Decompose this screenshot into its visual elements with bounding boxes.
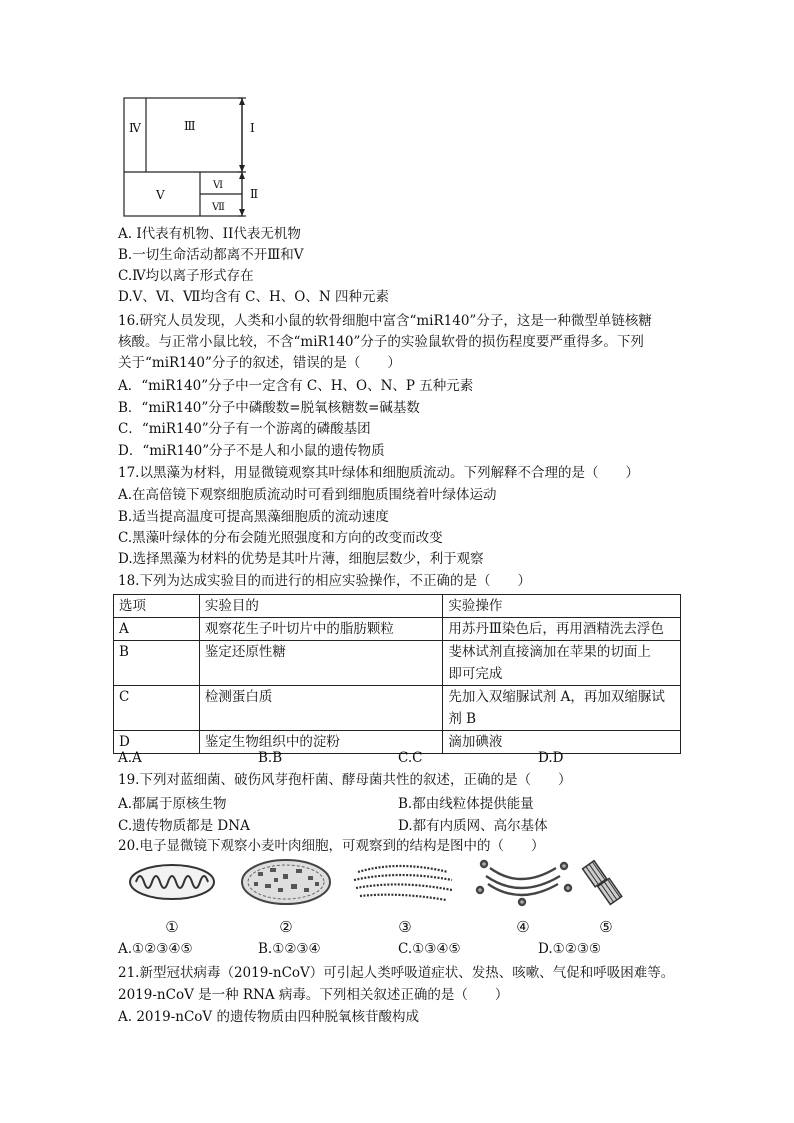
row-purpose: 检测蛋白质	[199, 686, 443, 731]
table-row	[114, 641, 681, 686]
q21-stem-1: 21.新型冠状病毒（2019-nCoV）可引起人类呼吸道症状、发热、咳嗽、气促和呼吸困难等。	[118, 965, 675, 981]
q20-option-a: A.①②③④⑤	[118, 941, 193, 957]
header-operation: 实验操作	[443, 595, 681, 618]
table-row	[114, 686, 681, 731]
q16-option-d: D．“miR140”分子不是人和小鼠的遗传物质	[118, 443, 385, 459]
row-operation-line1: 先加入双缩脲试剂 A，再加双缩脲试	[448, 689, 665, 705]
q17-option-a: A.在高倍镜下观察细胞质流动时可看到细胞质围绕着叶绿体运动	[118, 487, 497, 503]
q17-option-c: C.黑藻叶绿体的分布会随光照强度和方向的改变而改变	[118, 530, 443, 546]
q15-option-d: D.Ⅴ、Ⅵ、Ⅶ均含有 C、H、O、N 四种元素	[118, 289, 389, 305]
composition-diagram	[118, 96, 278, 218]
centriole-icon	[583, 861, 622, 905]
q15-option-b: B.一切生命活动都离不开Ⅲ和Ⅴ	[118, 247, 304, 263]
figure-label-1: ①	[165, 918, 179, 936]
q18-answer-a: A.A	[118, 750, 142, 766]
header-purpose: 实验目的	[199, 595, 443, 618]
q16-option-b: B．“miR140”分子中磷酸数=脱氧核糖数=碱基数	[118, 400, 420, 416]
row-purpose: 鉴定还原性糖	[199, 641, 443, 686]
row-operation	[443, 641, 681, 686]
row-operation-line2: 剂 B	[448, 711, 477, 727]
label-ii: Ⅱ	[250, 187, 259, 201]
organelle-figure	[118, 856, 638, 938]
q17-option-d: D.选择黑藻为材料的优势是其叶片薄，细胞层数少，利于观察	[118, 551, 484, 567]
row-option: A	[114, 618, 200, 641]
figure-label-3: ③	[398, 918, 412, 936]
q18-answer-c: C.C	[398, 750, 423, 766]
nucleus-icon	[242, 860, 330, 904]
q20-option-c: C.①③④⑤	[398, 941, 461, 957]
q18-answer-d: D.D	[538, 750, 564, 766]
figure-label-2: ②	[279, 918, 293, 936]
q19-option-a: A.都属于原核生物	[118, 796, 227, 812]
q20-stem: 20.电子显微镜下观察小麦叶肉细胞，可观察到的结构是图中的（ ）	[118, 838, 545, 854]
label-i: Ⅰ	[250, 121, 255, 135]
label-v: Ⅴ	[156, 188, 165, 202]
q21-option-a: A. 2019-nCoV 的遗传物质由四种脱氧核苷酸构成	[118, 1009, 419, 1025]
q16-option-a: A．“miR140”分子中一定含有 C、H、O、N、P 五种元素	[118, 378, 474, 394]
label-vii: Ⅶ	[212, 202, 225, 213]
q19-option-b: B.都由线粒体提供能量	[398, 796, 534, 812]
golgi-apparatus-icon	[477, 861, 571, 905]
row-operation	[443, 618, 681, 641]
row-operation-text: 用苏丹Ⅲ染色后，再用酒精洗去浮色	[448, 621, 664, 637]
row-purpose: 鉴定生物组织中的淀粉	[199, 731, 443, 754]
figure-label-4: ④	[516, 918, 530, 936]
experiment-table	[113, 594, 681, 754]
q20-option-d: D.①②③⑤	[538, 941, 602, 957]
q18-answer-b: B.B	[258, 750, 283, 766]
row-operation	[443, 686, 681, 731]
q19-stem: 19.下列对蓝细菌、破伤风芽孢杆菌、酵母菌共性的叙述，正确的是（ ）	[118, 772, 572, 788]
table-row	[114, 731, 681, 754]
mitochondrion-icon	[130, 865, 214, 899]
label-vi: Ⅵ	[213, 180, 224, 191]
label-iv: Ⅳ	[129, 121, 141, 135]
q19-option-d: D.都有内质网、高尔基体	[398, 818, 548, 834]
q16-stem-3: 关于“miR140”分子的叙述，错误的是（ ）	[118, 355, 401, 371]
q16-stem-1: 16.研究人员发现，人类和小鼠的软骨细胞中富含“miR140”分子，这是一种微型单链核糖	[118, 313, 652, 329]
row-operation-text: 滴加碘液	[448, 734, 503, 750]
label-iii: Ⅲ	[184, 119, 196, 133]
q16-stem-2: 核酸。与正常小鼠比较，不含“miR140”分子的实验鼠软骨的损伤程度要严重得多。下列	[118, 334, 644, 350]
q17-stem: 17.以黑藻为材料，用显微镜观察其叶绿体和细胞质流动。下列解释不合理的是（ ）	[118, 465, 639, 481]
row-option: C	[114, 686, 200, 731]
q19-option-c: C.遗传物质都是 DNA	[118, 818, 250, 834]
q21-stem-2: 2019-nCoV 是一种 RNA 病毒。下列相关叙述正确的是（ ）	[118, 987, 509, 1003]
table-header-row	[114, 595, 681, 618]
endoplasmic-reticulum-icon	[354, 866, 452, 900]
table-row	[114, 618, 681, 641]
row-purpose: 观察花生子叶切片中的脂肪颗粒	[199, 618, 443, 641]
row-operation-line1: 斐林试剂直接滴加在苹果的切面上	[448, 644, 651, 660]
q15-option-c: C.Ⅳ均以离子形式存在	[118, 268, 254, 284]
q18-stem: 18.下列为达成实验目的而进行的相应实验操作，不正确的是（ ）	[118, 573, 531, 589]
row-option: D	[114, 731, 200, 754]
row-option: B	[114, 641, 200, 686]
q15-option-a: A. Ⅰ代表有机物、II代表无机物	[118, 226, 301, 242]
header-option: 选项	[114, 595, 200, 618]
q17-option-b: B.适当提高温度可提高黑藻细胞质的流动速度	[118, 509, 389, 525]
figure-label-5: ⑤	[599, 918, 613, 936]
row-operation-line2: 即可完成	[448, 666, 503, 682]
q20-option-b: B.①②③④	[258, 941, 321, 957]
q16-option-c: C．“miR140”分子有一个游离的磷酸基团	[118, 421, 371, 437]
